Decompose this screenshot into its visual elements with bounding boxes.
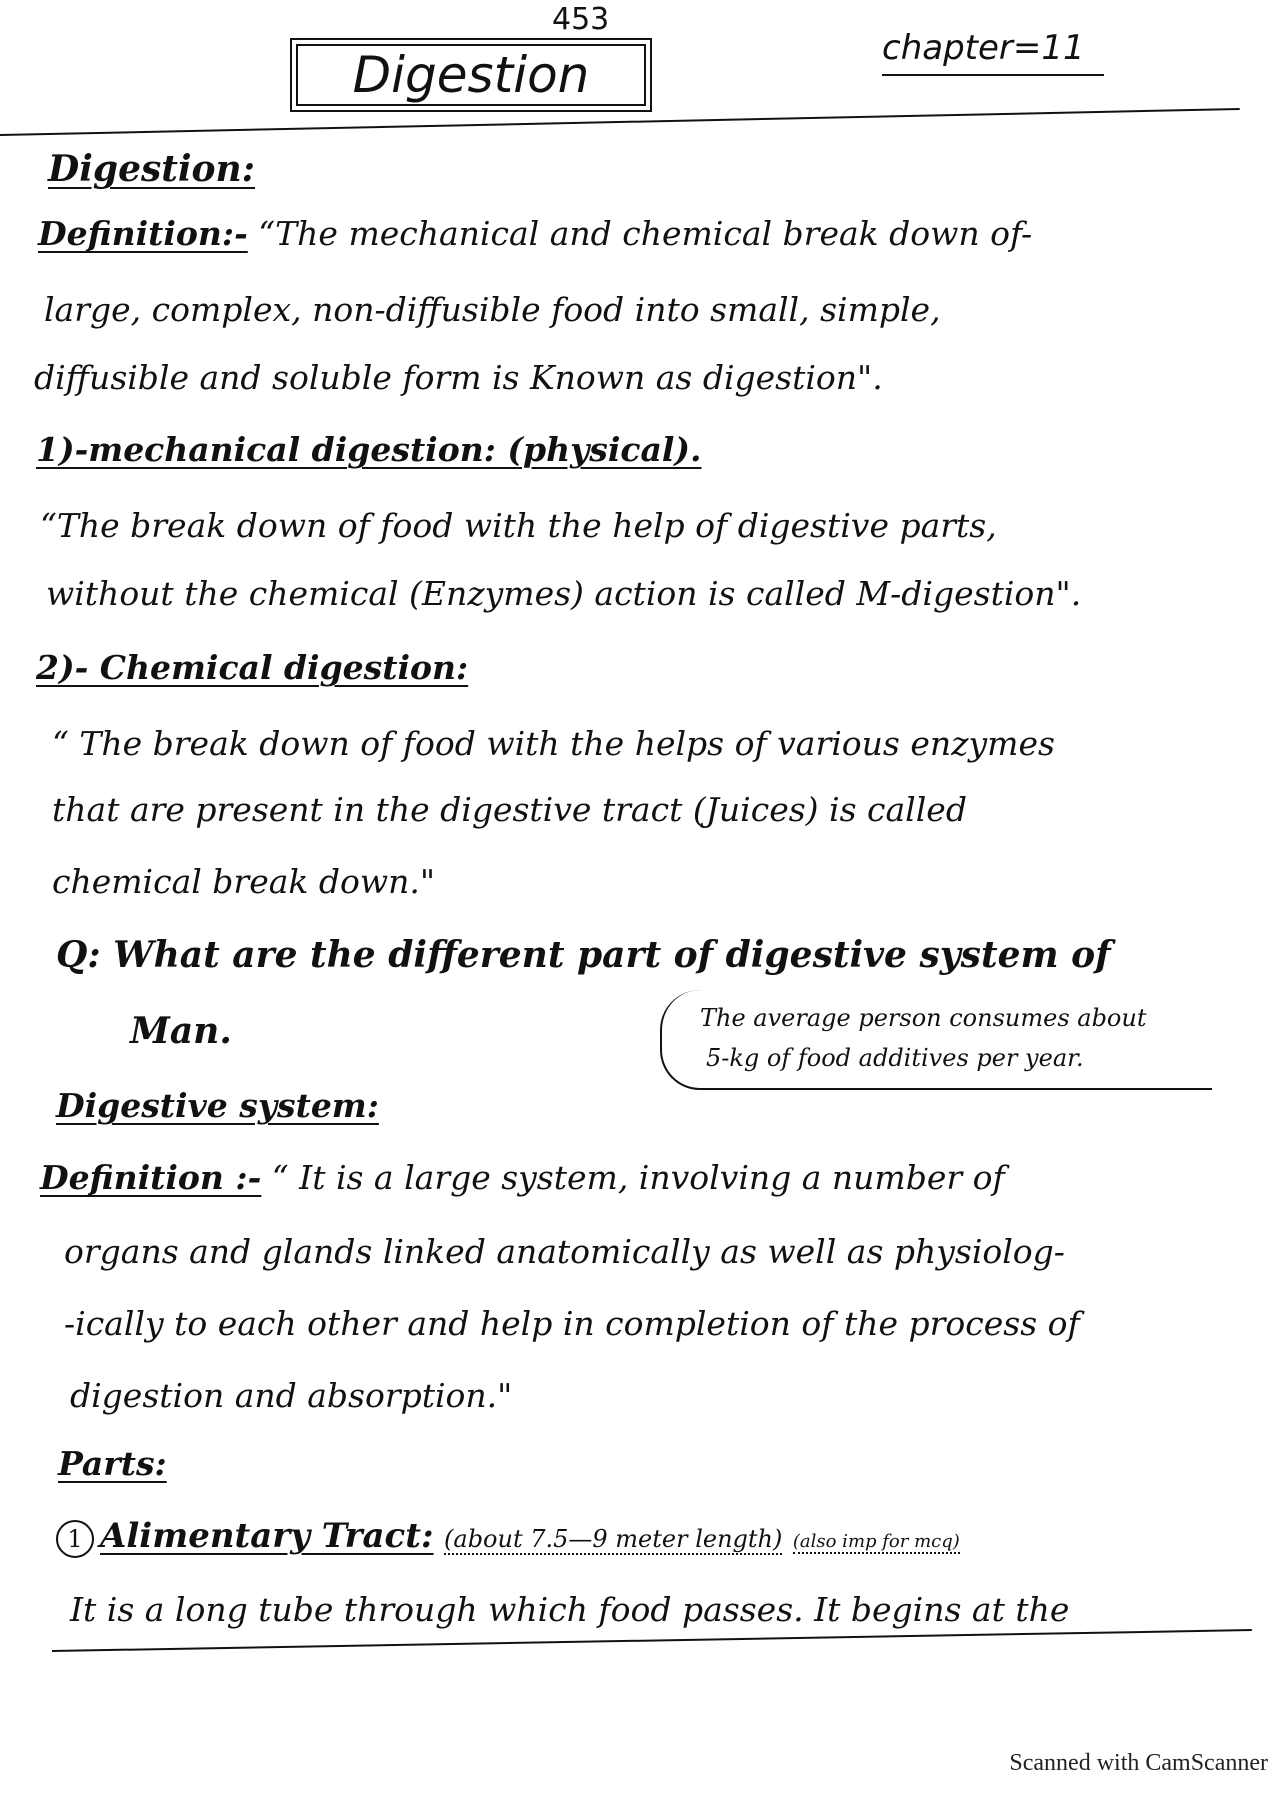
- page-number: 453: [552, 2, 610, 37]
- chemical-line-1: “ The break down of food with the helps of various enzymes: [52, 724, 1055, 763]
- definition-text: “The mechanical and chemical break down of-: [258, 214, 1033, 253]
- digestion-heading: Digestion:: [48, 148, 256, 190]
- side-note-line-2: 5-kg of food additives per year.: [706, 1044, 1084, 1072]
- mechanical-line-1: “The break down of food with the help of digestive parts,: [40, 506, 997, 545]
- chapter-label: chapter=11: [882, 28, 1085, 68]
- scanner-watermark: Scanned with CamScanner: [1009, 1750, 1268, 1776]
- digestion-definition-line-3: diffusible and soluble form is Known as digestion".: [34, 358, 883, 397]
- chemical-line-2: that are present in the digestive tract (Juices) is called: [52, 790, 967, 829]
- title-box: [290, 38, 652, 112]
- digestive-definition-line-1: [40, 1158, 1005, 1197]
- bottom-divider: [52, 1629, 1252, 1652]
- digestive-definition-line-2: organs and glands linked anatomically as well as physiolog-: [64, 1232, 1065, 1271]
- chemical-digestion-heading: 2)- Chemical digestion:: [36, 648, 469, 687]
- digestion-definition-line-2: large, complex, non-diffusible food into small, simple,: [44, 290, 941, 329]
- mechanical-line-2: without the chemical (Enzymes) action is called M-digestion".: [46, 574, 1082, 613]
- side-note-line-1: The average person consumes about: [700, 1004, 1147, 1032]
- mechanical-digestion-heading: 1)-mechanical digestion: (physical).: [36, 430, 702, 469]
- item-number-badge: 1: [56, 1520, 94, 1558]
- chemical-line-3: chemical break down.": [52, 862, 436, 901]
- alimentary-tract-title: Alimentary Tract:: [100, 1516, 434, 1556]
- digestive-definition-line-4: digestion and absorption.": [70, 1376, 513, 1415]
- digestive-definition-line-3: -ically to each other and help in completion of the process of: [64, 1304, 1080, 1343]
- digestive-definition-label: Definition :-: [40, 1158, 262, 1197]
- alimentary-tract-length: (about 7.5—9 meter length): [444, 1525, 783, 1553]
- alimentary-tract-line: [56, 1516, 960, 1558]
- header-divider: [0, 108, 1240, 136]
- parts-heading: Parts:: [58, 1444, 167, 1483]
- digestive-definition-text: “ It is a large system, involving a number of: [271, 1158, 1005, 1197]
- chapter-underline: [882, 74, 1104, 76]
- mcq-note: (also imp for mcq): [792, 1531, 960, 1552]
- definition-label: Definition:-: [38, 214, 248, 253]
- page-title: Digestion: [352, 46, 590, 104]
- alimentary-tract-description: It is a long tube through which food passes. It begins at the: [70, 1590, 1070, 1629]
- question-line-1: Q: What are the different part of digestive system of: [56, 934, 1111, 976]
- digestive-system-heading: Digestive system:: [56, 1086, 379, 1125]
- question-line-2: Man.: [130, 1010, 232, 1052]
- digestion-definition-line-1: [38, 214, 1032, 253]
